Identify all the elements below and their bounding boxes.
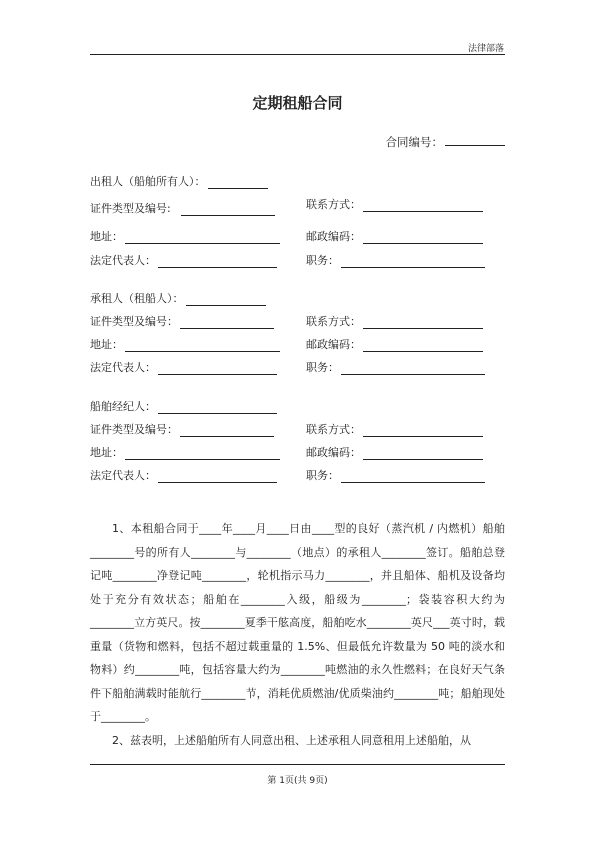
broker-title-field <box>306 467 485 483</box>
lessor-rep-blank[interactable] <box>158 257 277 268</box>
clause-2-text: 2、兹表明，上述船舶所有人同意出租、上述承租人同意租用上述船舶，从 <box>112 734 471 747</box>
lessor-address-blank[interactable] <box>125 233 280 244</box>
lessee-address-label: 地址： <box>90 338 123 351</box>
broker-contact-blank[interactable] <box>363 426 483 437</box>
lessee-postal-blank[interactable] <box>363 341 483 352</box>
lessor-heading: 出租人（船舶所有人）： <box>90 175 206 188</box>
lessor-contact-blank[interactable] <box>363 201 483 212</box>
broker-postal-blank[interactable] <box>363 449 483 460</box>
lessor-rep-field <box>90 252 277 268</box>
broker-heading: 船舶经纪人： <box>90 400 156 413</box>
broker-rep-label: 法定代表人： <box>90 469 156 482</box>
lessee-rep-blank[interactable] <box>158 364 277 375</box>
lessor-contact-field <box>306 196 483 212</box>
broker-id-blank[interactable] <box>180 426 274 437</box>
lessor-title-blank[interactable] <box>341 257 485 268</box>
broker-rep-field <box>90 467 277 483</box>
lessee-address-blank[interactable] <box>125 341 280 352</box>
clause-2-paragraph <box>90 729 505 753</box>
document-title: 定期租船合同 <box>252 94 343 112</box>
broker-heading-field <box>90 398 277 414</box>
lessee-address-field <box>90 336 280 352</box>
broker-contact-field <box>306 421 483 437</box>
broker-address-blank[interactable] <box>125 449 280 460</box>
footer-rule <box>90 764 505 765</box>
lessor-name-blank[interactable] <box>208 178 268 189</box>
lessee-heading: 承租人（租船人）： <box>90 292 184 305</box>
contract-number-field <box>386 134 506 150</box>
broker-postal-label: 邮政编码： <box>306 446 361 459</box>
lessee-contact-field <box>306 313 483 329</box>
broker-address-field <box>90 444 280 460</box>
lessee-postal-field <box>306 336 483 352</box>
broker-postal-field <box>306 444 483 460</box>
lessee-title-blank[interactable] <box>341 364 485 375</box>
lessee-contact-blank[interactable] <box>363 318 483 329</box>
broker-title-label: 职务： <box>306 469 339 482</box>
lessee-name-blank[interactable] <box>186 295 266 306</box>
broker-contact-label: 联系方式： <box>306 423 361 436</box>
broker-title-blank[interactable] <box>341 472 485 483</box>
lessee-title-label: 职务： <box>306 361 339 374</box>
broker-id-field <box>90 421 274 437</box>
lessee-rep-field <box>90 359 277 375</box>
lessee-id-blank[interactable] <box>180 318 274 329</box>
clause-1-paragraph <box>90 517 505 729</box>
lessor-address-field <box>90 228 280 244</box>
lessor-id-blank[interactable] <box>181 205 275 216</box>
lessor-id-field <box>90 200 275 216</box>
lessor-address-label: 地址： <box>90 230 123 243</box>
lessor-title-field <box>306 252 485 268</box>
broker-id-label: 证件类型及编号： <box>90 423 178 436</box>
lessee-id-label: 证件类型及编号： <box>90 315 178 328</box>
broker-name-blank[interactable] <box>158 403 277 414</box>
lessor-rep-label: 法定代表人： <box>90 254 156 267</box>
broker-rep-blank[interactable] <box>158 472 277 483</box>
lessee-contact-label: 联系方式： <box>306 315 361 328</box>
page-number: 第 1页(共 9页) <box>267 776 328 786</box>
lessor-heading-field <box>90 173 268 189</box>
lessor-title-label: 职务： <box>306 254 339 267</box>
broker-address-label: 地址： <box>90 446 123 459</box>
lessor-postal-blank[interactable] <box>363 233 483 244</box>
lessee-id-field <box>90 313 274 329</box>
lessee-heading-field <box>90 290 266 306</box>
lessee-postal-label: 邮政编码： <box>306 338 361 351</box>
contract-number-blank[interactable] <box>445 135 505 146</box>
clause-1-text: 1、本租船合同于____年____月____日由____型的良好（蒸汽机 / 内燃机）船舶________号的所有人________与________（地点）的承租人________签订。船舶总登记吨________净登记吨________，轮机指示马力________，并且船体、船机及设备均处于充分有效状态；船舶在________入级，船级为________；袋装容积大约为________立方英尺。按________夏季干舷高度，船舶吃水________英尺___英寸时，载重量（货物和燃料，包括不超过载重量的 1.5%、但最低允许数量为 50 吨的淡水和物料）约________吨，包括容量大约为________吨燃油的永久性燃料；在良好天气条件下船舶满载时能航行________节，消耗优质燃油/优质柴油约________吨；船舶现处于________。 <box>90 522 505 723</box>
header-rule <box>90 54 505 55</box>
lessee-title-field <box>306 359 485 375</box>
contract-number-label: 合同编号： <box>385 135 443 149</box>
header-label: 法律部落 <box>467 44 504 54</box>
lessor-postal-label: 邮政编码： <box>306 230 361 243</box>
lessee-rep-label: 法定代表人： <box>90 361 156 374</box>
lessor-postal-field <box>306 228 483 244</box>
lessor-id-label: 证件类型及编号: <box>90 202 171 215</box>
lessor-contact-label: 联系方式： <box>306 198 361 211</box>
